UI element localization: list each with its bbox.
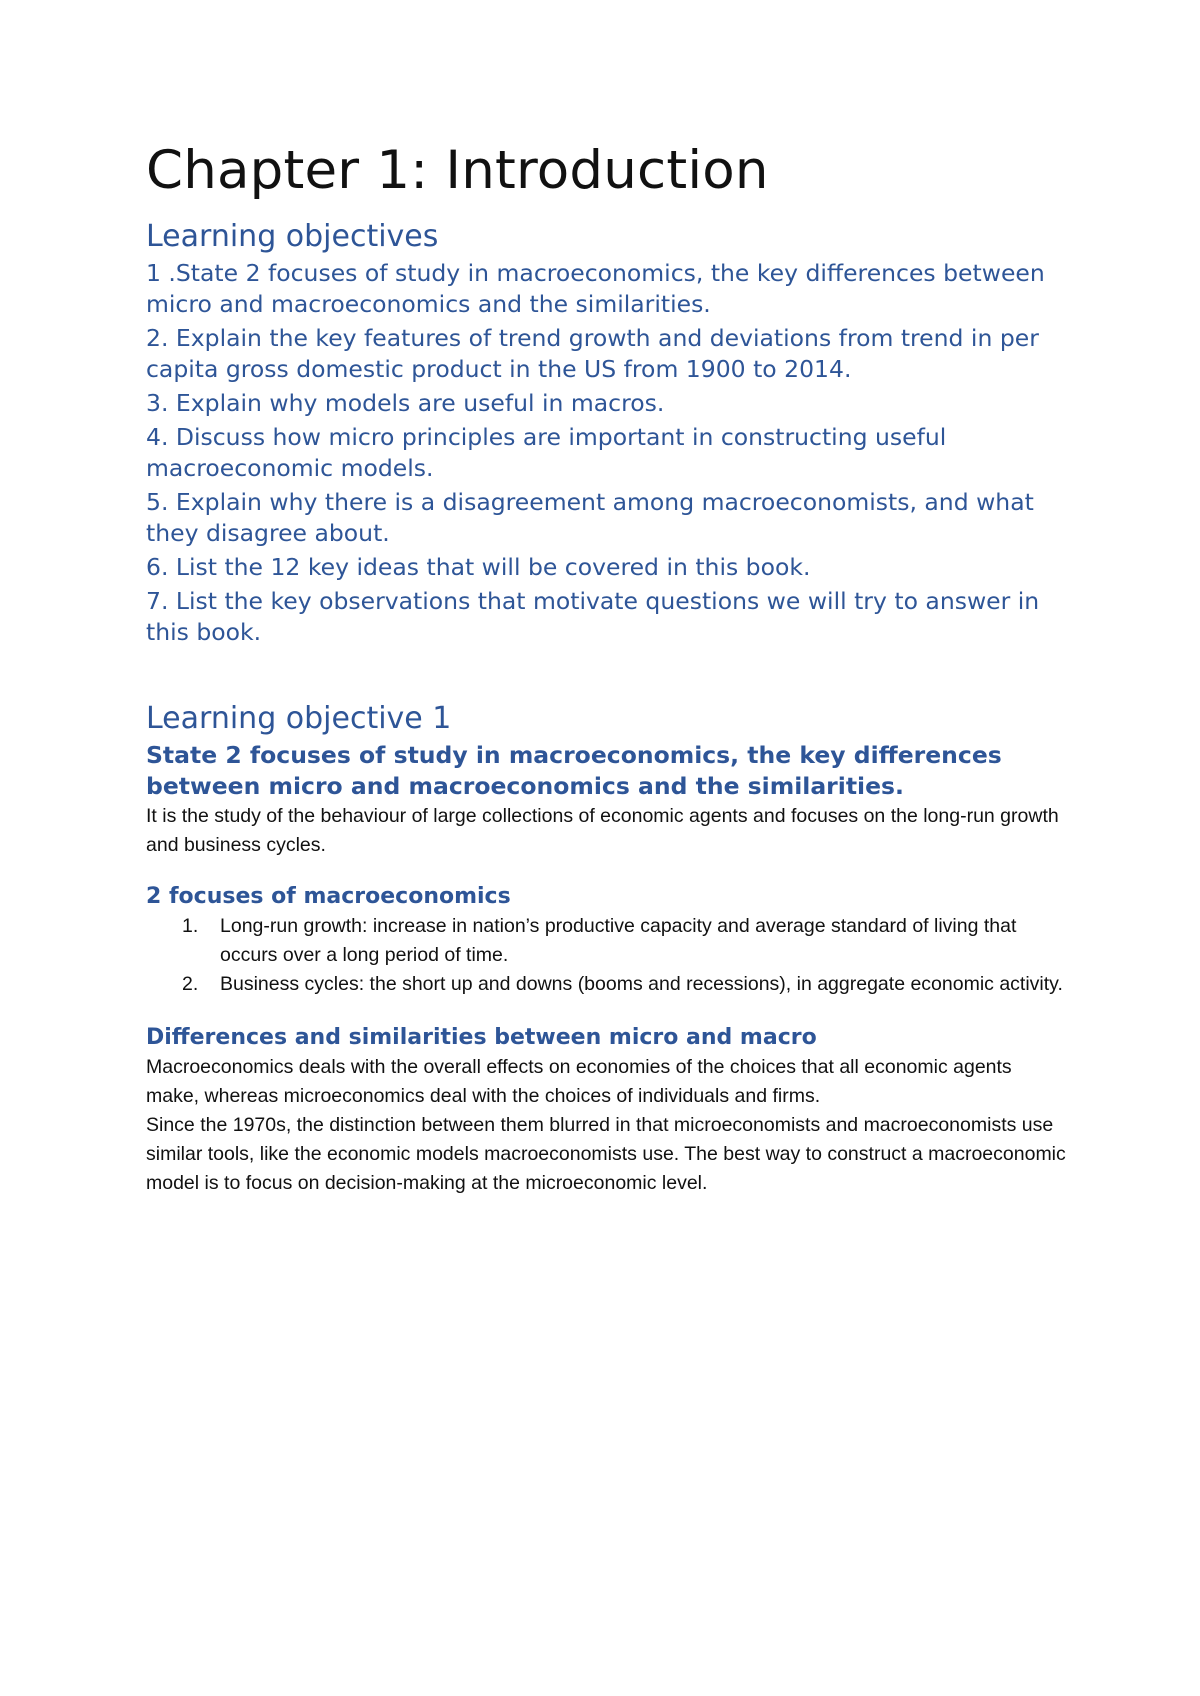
chapter-title: Chapter 1: Introduction	[146, 140, 769, 201]
objective-item: 5. Explain why there is a disagreement among macroeconomists, and what they disagree about.	[146, 488, 1034, 547]
objective-item: 3. Explain why models are useful in macros.	[146, 389, 665, 417]
focuses-list	[146, 912, 1066, 999]
focus-text: Business cycles: the short up and downs (booms and recessions), in aggregate economic activity.	[220, 973, 1063, 995]
focus-item	[146, 912, 1066, 970]
learning-objective-1-heading: Learning objective 1	[146, 701, 452, 736]
differences-heading: Differences and similarities between micro and macro	[146, 1025, 817, 1050]
list-number: 2.	[182, 973, 199, 995]
macroeconomics-definition: It is the study of the behaviour of large collections of economic agents and focuses on the long-run growth and business cycles.	[146, 805, 1059, 856]
list-number: 1.	[182, 915, 199, 937]
focuses-heading: 2 focuses of macroeconomics	[146, 884, 511, 909]
objective-item: 6. List the 12 key ideas that will be covered in this book.	[146, 553, 811, 581]
learning-objectives-heading: Learning objectives	[146, 219, 439, 254]
similarities-paragraph: Since the 1970s, the distinction between them blurred in that microeconomists and macroeconomists use similar tools, like the economic models macroeconomists use. The best way to construct a macroeconomic model is to focus on decision-making at the microeconomic level.	[146, 1114, 1066, 1194]
focus-item	[146, 970, 1066, 999]
objective-item: 7. List the key observations that motivate questions we will try to answer in this book.	[146, 587, 1040, 646]
learning-objective-1-subheading: State 2 focuses of study in macroeconomics, the key differences between micro and macroeconomics and the similarities.	[146, 741, 1002, 800]
learning-objectives-list	[146, 258, 1066, 648]
objective-item: 1 .State 2 focuses of study in macroeconomics, the key differences between micro and macroeconomics and the similarities.	[146, 259, 1045, 318]
objective-item: 2. Explain the key features of trend growth and deviations from trend in per capita gross domestic product in the US from 1900 to 2014.	[146, 324, 1039, 383]
focus-text: Long-run growth: increase in nation’s productive capacity and average standard of living that occurs over a long period of time.	[220, 915, 1017, 966]
document-content	[146, 138, 1066, 1198]
differences-paragraph: Macroeconomics deals with the overall effects on economies of the choices that all economic agents make, whereas microeconomics deal with the choices of individuals and firms.	[146, 1056, 1012, 1107]
objective-item: 4. Discuss how micro principles are important in constructing useful macroeconomic models.	[146, 423, 947, 482]
